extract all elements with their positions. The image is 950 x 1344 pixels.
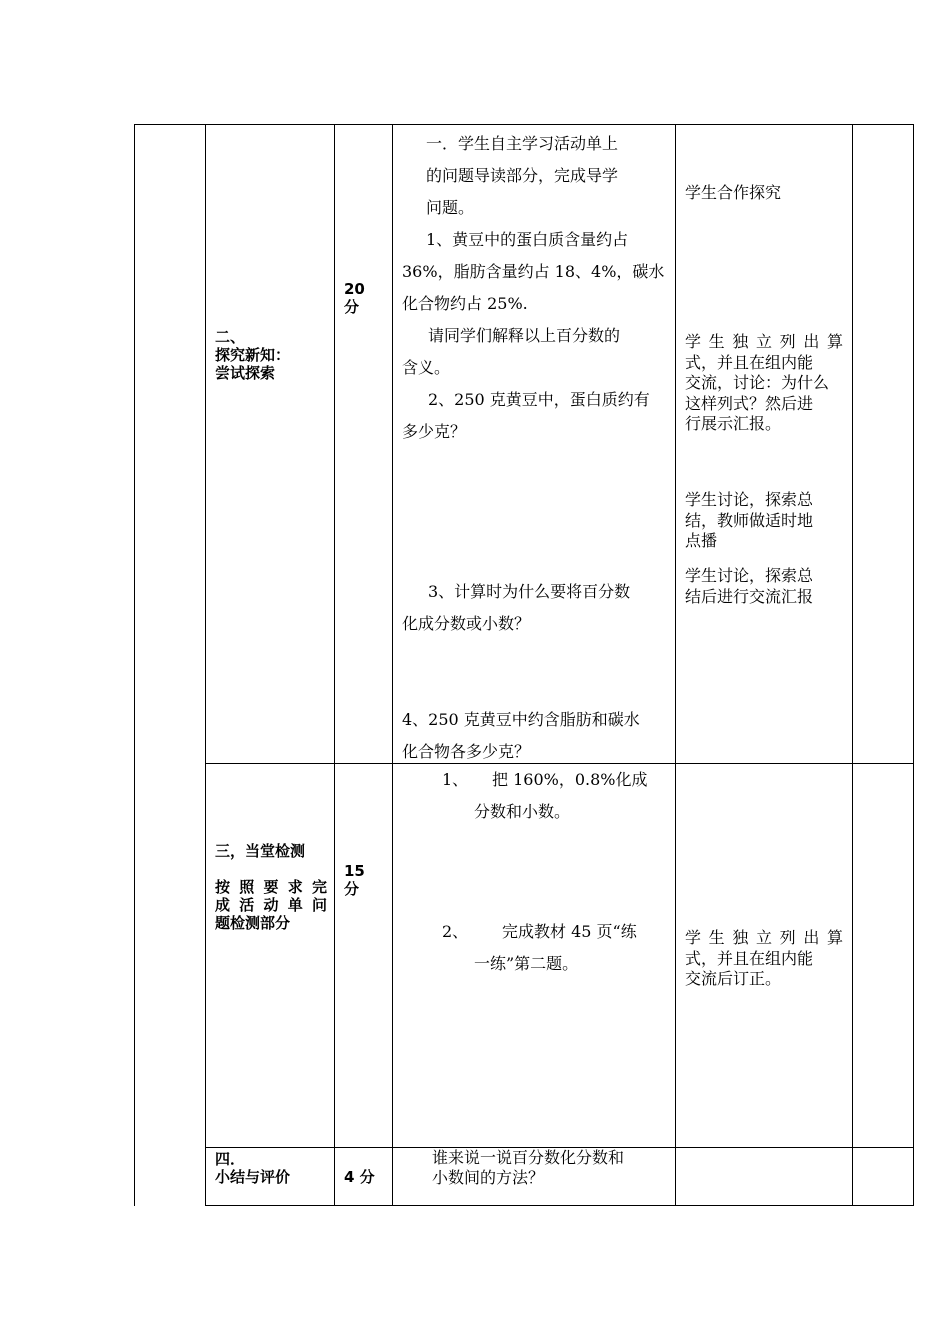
- grid-line: [134, 124, 914, 125]
- section-line: 探究新知：: [215, 346, 291, 364]
- time-label: [344, 280, 390, 316]
- text-line: 学生讨论，探索总: [685, 490, 814, 509]
- text-line: 完成教材 45 页“练: [502, 922, 637, 941]
- text-line: 结后进行交流汇报: [685, 586, 814, 606]
- summary-activity: [432, 1148, 672, 1188]
- time-label: [344, 862, 390, 898]
- text-line: 请同学们解释以上百分数的: [428, 326, 621, 345]
- student-activity-5: [685, 928, 843, 990]
- activity-question-1b: [402, 320, 670, 384]
- text-line: 36%，脂肪含量约占 18、4%，碳水: [402, 262, 665, 281]
- activity-question-4: [402, 704, 670, 768]
- time-line: 分: [344, 880, 360, 898]
- text-line: 把 160%，0.8%化成: [492, 770, 648, 789]
- grid-line: [392, 124, 393, 1206]
- student-activity-3: [685, 490, 843, 552]
- text-line: 式，并且在组内能: [685, 352, 814, 372]
- student-activity-2: [685, 332, 843, 435]
- section-line: 按照要求完: [215, 878, 327, 896]
- text-line: 一练”第二题。: [474, 954, 579, 973]
- text-line: 一．学生自主学习活动单上: [426, 134, 619, 153]
- section-line: 成活动单问: [215, 896, 327, 914]
- section-label: [215, 328, 333, 382]
- text-line: 这样列式？然后进: [685, 393, 814, 413]
- section-line: 二、: [215, 328, 246, 346]
- text-line: 分数和小数。: [474, 802, 571, 821]
- exercise-2: [402, 916, 670, 980]
- text-line: 小数间的方法？: [432, 1168, 545, 1187]
- grid-line: [205, 1205, 914, 1206]
- activity-intro: [402, 128, 670, 224]
- section-label: [215, 842, 327, 932]
- text-line: 点播: [685, 531, 718, 550]
- exercise-1: [402, 764, 670, 828]
- text-line: 式，并且在组内能: [685, 948, 814, 968]
- grid-line: [134, 124, 135, 1206]
- activity-question-2: [402, 384, 670, 448]
- section-line: 小结与评价: [215, 1168, 291, 1186]
- text-line: 含义。: [402, 358, 451, 377]
- text-line: 结，教师做适时地: [685, 510, 814, 530]
- section-line: 尝试探索: [215, 364, 276, 382]
- time-line: 15: [344, 862, 365, 880]
- section-line: 三，当堂检测: [215, 842, 306, 860]
- text-line: 学生独立列出算: [685, 928, 843, 947]
- text-line: 化成分数或小数？: [402, 614, 531, 633]
- student-activity-4: [685, 566, 843, 607]
- text-line: 学生独立列出算: [685, 332, 843, 351]
- text-line: 的问题导读部分，完成导学: [426, 166, 619, 185]
- text-line: 化合物各多少克？: [402, 742, 531, 761]
- text-line: 谁来说一说百分数化分数和: [432, 1148, 625, 1167]
- text-line: 化合物约占 25%.: [402, 294, 528, 313]
- activity-question-1: [402, 224, 670, 320]
- grid-line: [205, 124, 206, 1206]
- text-line: 学生讨论，探索总: [685, 566, 814, 585]
- student-activity-1: 学生合作探究: [685, 183, 782, 202]
- text-line: 行展示汇报。: [685, 414, 782, 433]
- text-line: 1、黄豆中的蛋白质含量约占: [426, 230, 629, 249]
- grid-line: [675, 124, 676, 1206]
- text-line: 3、计算时为什么要将百分数: [428, 582, 631, 601]
- text-line: 4、250 克黄豆中约含脂肪和碳水: [402, 710, 640, 729]
- grid-line: [852, 124, 853, 1206]
- text-line: 交流，讨论：为什么: [685, 373, 830, 392]
- grid-line: [913, 124, 914, 1206]
- time-line: 分: [344, 298, 360, 316]
- list-marker: 2、: [442, 922, 469, 941]
- time-line: 20: [344, 280, 365, 298]
- grid-line: [334, 124, 335, 1206]
- list-marker: 1、: [442, 770, 469, 789]
- activity-question-3: [402, 576, 670, 640]
- text-line: 多少克？: [402, 422, 467, 441]
- text-line: 问题。: [426, 198, 475, 217]
- section-label: [215, 1150, 333, 1186]
- time-label: 4 分: [344, 1168, 375, 1186]
- text-line: 交流后订正。: [685, 969, 782, 988]
- section-line: 四．: [215, 1150, 246, 1168]
- text-line: 2、250 克黄豆中，蛋白质约有: [428, 390, 650, 409]
- section-line: 题检测部分: [215, 914, 291, 932]
